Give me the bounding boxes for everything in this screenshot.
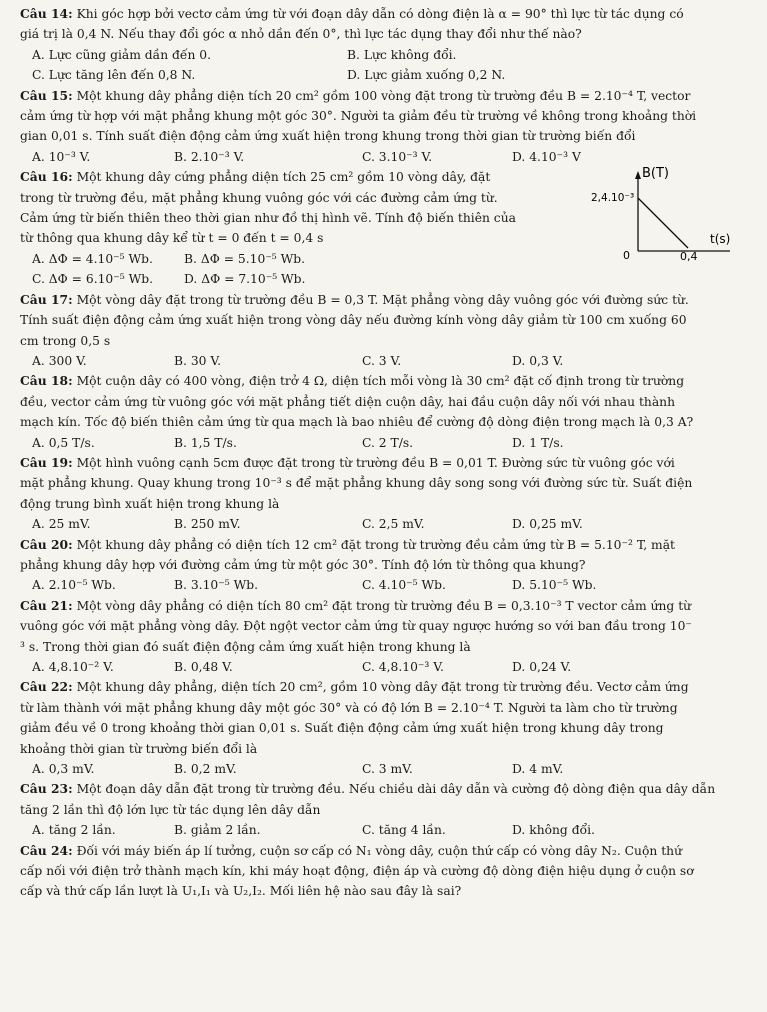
b-vs-t-graph bbox=[590, 161, 740, 261]
option-c[interactable]: C. 4,8.10⁻³ V. bbox=[362, 660, 444, 674]
question-text-line: giảm đều về 0 trong khoảng thời gian 0,01 s. Suất điện động cảm ứng xuất hiện trong khung dây trong bbox=[20, 721, 664, 736]
options bbox=[20, 514, 753, 534]
option-b[interactable]: B. 3.10⁻⁵ Wb. bbox=[174, 578, 258, 593]
option-b[interactable]: B. Lực không đổi. bbox=[347, 47, 457, 62]
question-22 bbox=[20, 677, 753, 779]
option-c[interactable]: C. 3 V. bbox=[362, 353, 402, 368]
question-23 bbox=[20, 779, 753, 840]
question-19 bbox=[20, 453, 753, 535]
options bbox=[20, 575, 753, 595]
origin-label: 0 bbox=[623, 249, 630, 262]
question-number: Câu 22: bbox=[20, 679, 73, 695]
question-number: Câu 14: bbox=[20, 6, 73, 21]
option-d[interactable]: D. 0,24 V. bbox=[512, 660, 572, 674]
question-16 bbox=[20, 167, 753, 289]
question-text-line: mạch kín. Tốc độ biến thiên cảm ứng từ qua mạch là bao nhiêu để cường độ dòng điện trong mạch là 0,3 A? bbox=[20, 415, 694, 430]
option-c[interactable]: C. 4.10⁻⁵ Wb. bbox=[362, 578, 446, 593]
option-a[interactable]: A. 10⁻³ V. bbox=[32, 149, 91, 164]
option-d[interactable]: D. 0,3 V. bbox=[512, 353, 564, 368]
option-a[interactable]: A. tăng 2 lần. bbox=[32, 823, 116, 838]
question-number: Câu 15: bbox=[20, 87, 73, 103]
option-a[interactable]: A. 0,5 T/s. bbox=[32, 435, 95, 450]
options bbox=[20, 433, 753, 453]
y-axis-label: B(T) bbox=[642, 166, 670, 182]
option-d[interactable]: D. không đổi. bbox=[512, 823, 595, 838]
question-number: Câu 16: bbox=[20, 169, 73, 185]
question-17 bbox=[20, 290, 753, 372]
question-24 bbox=[20, 841, 753, 902]
option-b[interactable]: B. 0,2 mV. bbox=[174, 762, 237, 777]
option-a[interactable]: A. 4,8.10⁻² V. bbox=[32, 660, 114, 674]
option-d[interactable]: D. 4.10⁻³ V bbox=[512, 149, 581, 164]
option-b[interactable]: B. 2.10⁻³ V. bbox=[174, 149, 245, 164]
option-a[interactable]: A. 300 V. bbox=[32, 353, 87, 368]
question-text-line: Một đoạn dây dẫn đặt trong từ trường đều. Nếu chiều dài dây dẫn và cường độ dòng điện qua dây dẫn bbox=[76, 782, 716, 797]
question-text-line: Cảm ứng từ biến thiên theo thời gian như đồ thị hình vẽ. Tính độ biến thiên của bbox=[20, 211, 516, 226]
question-text-line: Một khung dây cứng phẳng diện tích 25 cm² gồm 10 vòng dây, đặt bbox=[76, 170, 491, 185]
question-text-line: Một khung dây phẳng diện tích 20 cm² gồm 100 vòng đặt trong từ trường đều B = 2.10⁻⁴ T, vector bbox=[76, 88, 691, 103]
option-a[interactable]: A. 25 mV. bbox=[32, 517, 91, 532]
question-text-line: Một vòng dây phẳng có diện tích 80 cm² đặt trong từ trường đều B = 0,3.10⁻³ T vector cảm ứng từ bbox=[76, 598, 692, 613]
question-text-line: từ làm thành với mặt phẳng khung dây một góc 30° và có độ lớn B = 2.10⁻⁴ T. Người ta làm cho từ trường bbox=[20, 700, 678, 715]
graph-line bbox=[638, 198, 688, 248]
option-b[interactable]: B. 30 V. bbox=[174, 353, 222, 368]
option-c[interactable]: C. ΔΦ = 6.10⁻⁵ Wb. bbox=[32, 272, 153, 287]
x-axis-label: t(s) bbox=[710, 232, 731, 247]
option-a[interactable]: A. 2.10⁻⁵ Wb. bbox=[32, 578, 116, 593]
options bbox=[20, 351, 753, 371]
option-d[interactable]: D. Lực giảm xuống 0,2 N. bbox=[347, 68, 506, 83]
question-text-line: vuông góc với mặt phẳng vòng dây. Đột ngột vector cảm ứng từ quay ngược hướng so với ban đầu trong 10⁻ bbox=[20, 619, 692, 634]
question-number: Câu 19: bbox=[20, 454, 73, 470]
question-20 bbox=[20, 535, 753, 596]
question-text-line: khoảng thời gian từ trường biến đổi là bbox=[20, 741, 258, 756]
options bbox=[20, 657, 753, 677]
question-text-line: Một vòng dây đặt trong từ trường đều B = 0,3 T. Mặt phẳng vòng dây vuông góc với đường sức từ. bbox=[76, 292, 689, 307]
question-text-line: Tính suất điện động cảm ứng xuất hiện trong vòng dây nếu đường kính vòng dây giảm từ 100 cm xuống 60 bbox=[20, 313, 687, 328]
option-b[interactable]: B. giảm 2 lần. bbox=[174, 823, 261, 838]
question-text-line: cấp nối với điện trở thành mạch kín, khi máy hoạt động, điện áp và cường độ dòng điện hiệu dụng ở cuộn sơ bbox=[20, 864, 694, 879]
y-tick-label: 2,4.10⁻³ bbox=[591, 192, 635, 205]
question-number: Câu 20: bbox=[20, 536, 73, 552]
option-c[interactable]: C. tăng 4 lần. bbox=[362, 823, 446, 838]
option-c[interactable]: C. 3 mV. bbox=[362, 762, 413, 777]
question-number: Câu 18: bbox=[20, 373, 73, 389]
question-text-line: Khi góc hợp bởi vectơ cảm ứng từ với đoạn dây dẫn có dòng điện là α = 90° thì lực từ tác dụng có bbox=[76, 7, 684, 21]
option-d[interactable]: D. 0,25 mV. bbox=[512, 517, 583, 532]
question-text-line: ³ s. Trong thời gian đó suất điện động cảm ứng xuất hiện trong khung là bbox=[20, 639, 471, 654]
question-number: Câu 23: bbox=[20, 781, 73, 797]
option-a[interactable]: A. Lực cũng giảm dần đến 0. bbox=[32, 47, 212, 62]
question-text-line: giá trị là 0,4 N. Nếu thay đổi góc α nhỏ dần đến 0°, thì lực tác dụng thay đổi như thế nào? bbox=[20, 27, 582, 42]
question-text-line: từ thông qua khung dây kể từ t = 0 đến t = 0,4 s bbox=[20, 231, 324, 246]
question-text-line: động trung bình xuất hiện trong khung là bbox=[20, 496, 280, 511]
question-15 bbox=[20, 86, 753, 168]
question-number: Câu 17: bbox=[20, 291, 73, 307]
option-b[interactable]: B. 0,48 V. bbox=[174, 660, 233, 674]
question-text-line: đều, vector cảm ứng từ vuông góc với mặt phẳng tiết diện cuộn dây, hai đầu cuộn dây nối với nhau thành bbox=[20, 394, 676, 409]
question-number: Câu 21: bbox=[20, 597, 73, 613]
question-18 bbox=[20, 371, 753, 453]
option-c[interactable]: C. 3.10⁻³ V. bbox=[362, 149, 433, 164]
option-a[interactable]: A. ΔΦ = 4.10⁻⁵ Wb. bbox=[32, 251, 153, 266]
options bbox=[20, 820, 753, 840]
option-c[interactable]: C. 2,5 mV. bbox=[362, 517, 425, 532]
question-text-line: Một khung dây phẳng, diện tích 20 cm², gồm 10 vòng dây đặt trong từ trường đều. Vectơ cảm ứng bbox=[76, 680, 689, 695]
options bbox=[20, 45, 753, 86]
question-text-line: Một cuộn dây có 400 vòng, điện trở 4 Ω, diện tích mỗi vòng là 30 cm² đặt cố định trong từ trường bbox=[76, 374, 685, 389]
option-d[interactable]: D. 4 mV. bbox=[512, 762, 564, 777]
option-d[interactable]: D. 1 T/s. bbox=[512, 435, 564, 450]
x-tick-label: 0,4 bbox=[680, 250, 698, 262]
option-d[interactable]: D. ΔΦ = 7.10⁻⁵ Wb. bbox=[184, 272, 306, 287]
option-b[interactable]: B. ΔΦ = 5.10⁻⁵ Wb. bbox=[184, 251, 306, 266]
question-21 bbox=[20, 596, 753, 678]
question-text-line: Một khung dây phẳng có diện tích 12 cm² đặt trong từ trường đều cảm ứng từ B = 5.10⁻² T, mặt bbox=[76, 537, 675, 552]
question-text-line: Đối với máy biến áp lí tưởng, cuộn sơ cấp có N₁ vòng dây, cuộn thứ cấp có vòng dây N₂. Cuộn thứ bbox=[76, 843, 682, 858]
option-d[interactable]: D. 5.10⁻⁵ Wb. bbox=[512, 578, 597, 593]
question-text-line: cm trong 0,5 s bbox=[20, 333, 111, 348]
option-a[interactable]: A. 0,3 mV. bbox=[32, 762, 95, 777]
question-text-line: cấp và thứ cấp lần lượt là U₁,I₁ và U₂,I₂. Mối liên hệ nào sau đây là sai? bbox=[20, 884, 462, 899]
options bbox=[20, 759, 753, 779]
question-text-line: cảm ứng từ hợp với mặt phẳng khung một góc 30°. Người ta giảm đều từ trường về không trong khoảng thời bbox=[20, 109, 697, 124]
y-axis-arrow-icon bbox=[635, 171, 641, 179]
option-b[interactable]: B. 1,5 T/s. bbox=[174, 435, 237, 450]
question-text-line: trong từ trường đều, mặt phẳng khung vuông góc với các đường cảm ứng từ. bbox=[20, 190, 498, 205]
option-c[interactable]: C. Lực tăng lên đến 0,8 N. bbox=[32, 68, 196, 83]
question-text-line: Một hình vuông cạnh 5cm được đặt trong từ trường đều B = 0,01 T. Đường sức từ vuông góc với bbox=[76, 455, 675, 470]
question-number: Câu 24: bbox=[20, 842, 73, 858]
option-c[interactable]: C. 2 T/s. bbox=[362, 435, 414, 450]
question-14 bbox=[20, 4, 753, 86]
question-text-line: gian 0,01 s. Tính suất điện động cảm ứng xuất hiện trong khung trong thời gian từ trường biến đổi bbox=[20, 129, 636, 144]
option-b[interactable]: B. 250 mV. bbox=[174, 517, 241, 532]
question-text-line: phẳng khung dây hợp với đường cảm ứng từ một góc 30°. Tính độ lớn từ thông qua khung? bbox=[20, 557, 586, 572]
question-text-line: tăng 2 lần thì độ lớn lực từ tác dụng lên dây dẫn bbox=[20, 802, 321, 817]
question-text-line: mặt phẳng khung. Quay khung trong 10⁻³ s để mặt phẳng khung dây song song với đường sức từ. Suất điện bbox=[20, 476, 693, 491]
